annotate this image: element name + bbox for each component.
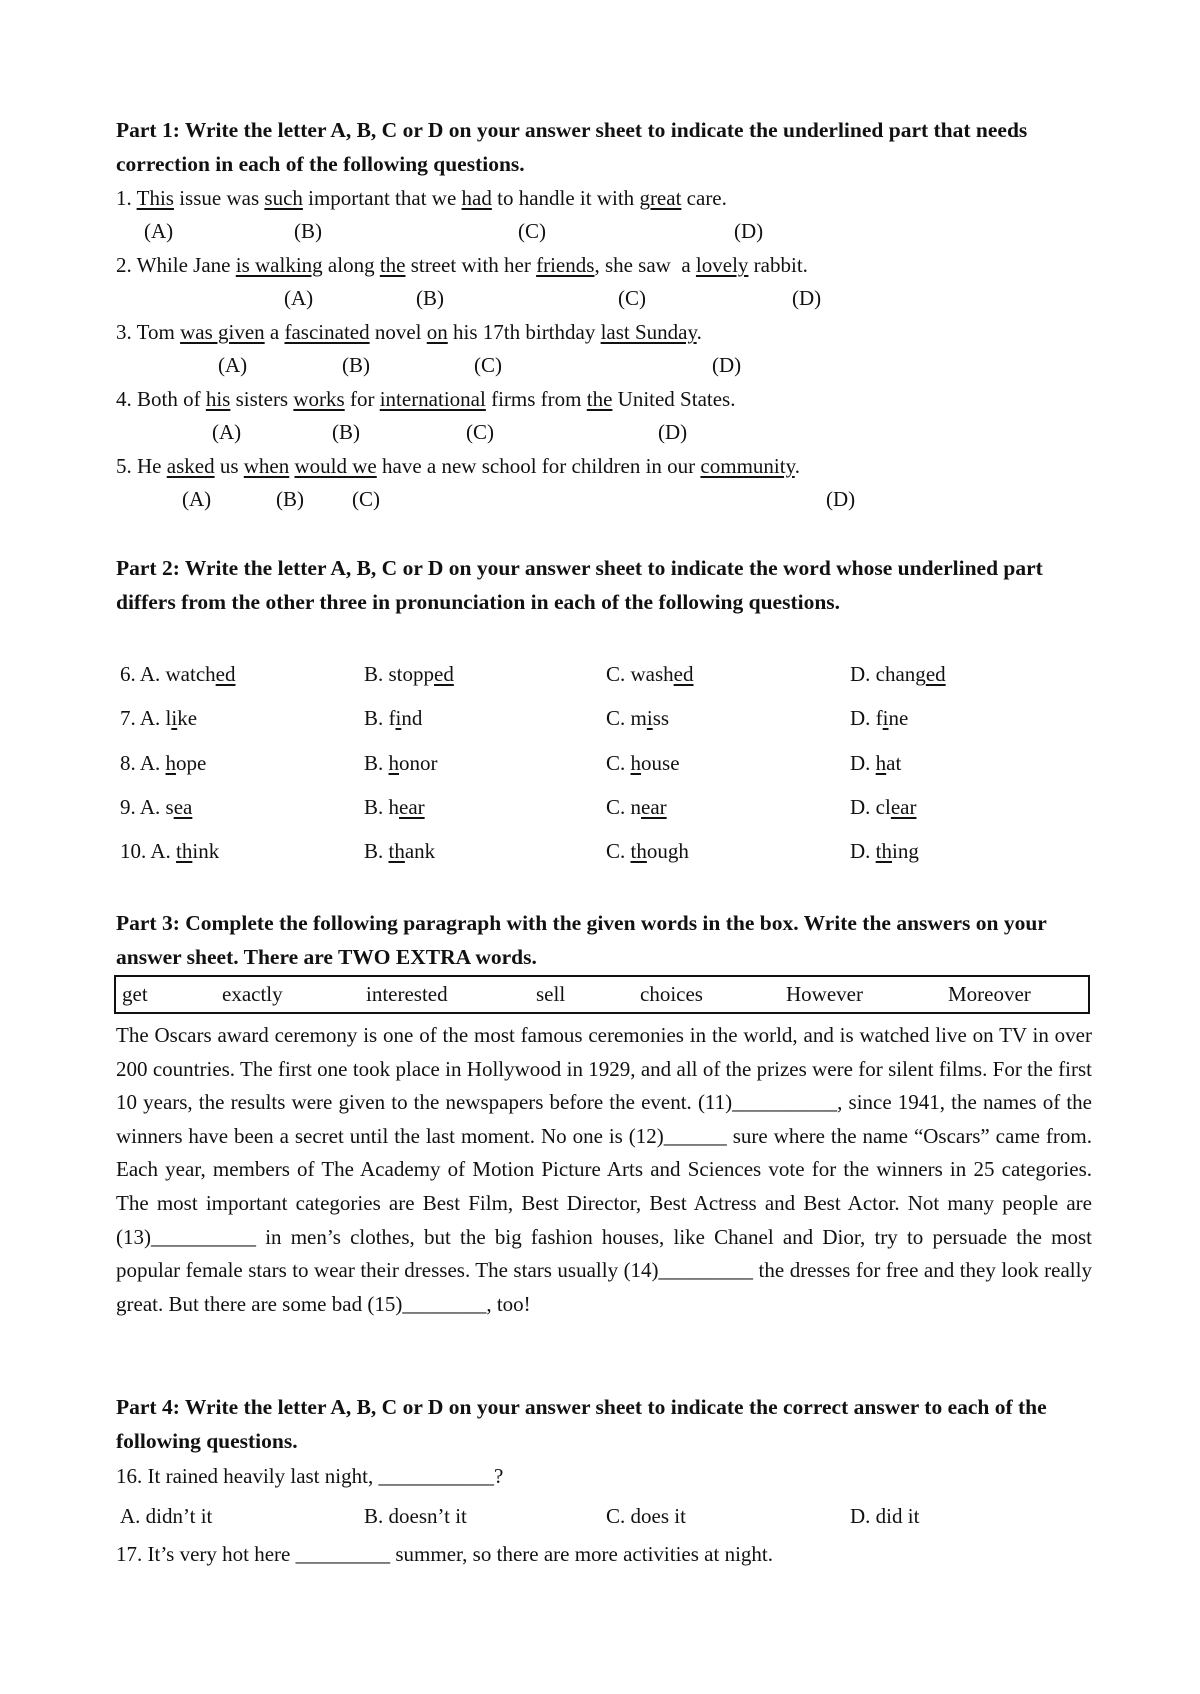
cloze-paragraph [116, 1019, 1092, 1321]
q5-label-a: (A) [182, 487, 212, 511]
q16-stem: 16. It rained heavily last night, ___________? [116, 1464, 504, 1488]
word-box-item: get [122, 982, 148, 1006]
q3-text: 3. Tom [116, 320, 181, 344]
q5-text: us [214, 454, 244, 478]
word-box [114, 975, 1090, 1014]
q3-label-b: (B) [342, 353, 370, 377]
q2-text: 2. While Jane [116, 253, 236, 277]
q1-text: 1. [116, 186, 137, 210]
q2-text: street with her [405, 253, 537, 277]
q4-sentence [116, 385, 735, 413]
q9-option-d: D. clear [850, 795, 917, 819]
paragraph-text: The Oscars award ceremony is one of the most famous ceremonies in the world, and is watched live on TV in over 200 countries. The first one took place in Hollywood in 1929, and all of the prizes were for silent films. For the first 10 years, the results were given to the newspapers before the event. [116, 1023, 1092, 1115]
q2-label-b: (B) [416, 286, 444, 310]
q2-underlined-b: the [379, 253, 406, 277]
q5-underlined-d: community [700, 454, 795, 478]
blank-13: (13)__________ [116, 1224, 256, 1249]
part4-heading: Part 4: Write the letter A, B, C or D on your answer sheet to indicate the correct answer to each of the following questions. [116, 1395, 1047, 1453]
q1-text: important that we [302, 186, 462, 210]
part3-heading: Part 3: Complete the following paragraph with the given words in the box. Write the answers on your answer sheet. There are TWO EXTRA words. [116, 911, 1047, 969]
word-box-item: choices [640, 982, 703, 1006]
q1-label-d: (D) [734, 219, 764, 243]
q7-option-a: 7. A. like [120, 706, 198, 730]
q6-option-d: D. changed [850, 662, 946, 686]
q4-underlined-d: the [586, 387, 613, 411]
blank-11: (11)__________ [697, 1090, 838, 1115]
q1-text: to handle it with [491, 186, 640, 210]
q4-label-c: (C) [466, 420, 494, 444]
q3-underlined-c: on [426, 320, 448, 344]
q3-label-c: (C) [474, 353, 502, 377]
q3-sentence [116, 318, 702, 346]
q4-underlined-a: his [205, 387, 231, 411]
q3-underlined-d: last Sunday [600, 320, 697, 344]
q1-underlined-d: great [639, 186, 682, 210]
q8-option-b: B. honor [364, 751, 438, 775]
blank-15: (15)________ [367, 1291, 487, 1316]
q7-option-d: D. fine [850, 706, 909, 730]
q10-option-c: C. though [606, 839, 689, 863]
word-box-item: However [786, 982, 863, 1006]
q1-label-a: (A) [144, 219, 174, 243]
q5-label-b: (B) [276, 487, 304, 511]
q2-text: , she saw a [594, 253, 696, 277]
q16-option-d: D. did it [850, 1504, 920, 1528]
q3-label-a: (A) [218, 353, 248, 377]
q4-text: for [344, 387, 380, 411]
q6-option-a: 6. A. watched [120, 662, 236, 686]
q4-label-a: (A) [212, 420, 242, 444]
q6-option-c: C. washed [606, 662, 694, 686]
q1-label-b: (B) [294, 219, 322, 243]
word-box-item: Moreover [948, 982, 1031, 1006]
part2-heading: Part 2: Write the letter A, B, C or D on your answer sheet to indicate the word whose underlined part differs from the other three in pronunciation in each of the following questions. [116, 556, 1043, 614]
paragraph-text: , since 1941, the names of the winners have been a secret until the last moment. No one is [116, 1090, 1092, 1148]
q3-text: novel [369, 320, 427, 344]
q16-option-c: C. does it [606, 1504, 686, 1528]
paragraph-text: , too! [486, 1291, 531, 1316]
q5-label-c: (C) [352, 487, 380, 511]
q4-text: United States. [612, 387, 736, 411]
q5-underlined-b: when [243, 454, 290, 478]
paragraph-text: sure where the name “Oscars” came from. Each year, members of The Academy of Motion Picture Arts and Sciences vote for the winners in 25 categories. The most important categories are Best Film, Best Director, Best Actress and Best Actor. Not many people are [116, 1123, 1092, 1215]
q5-underlined-a: asked [166, 454, 215, 478]
word-box-item: sell [536, 982, 566, 1006]
q2-label-a: (A) [284, 286, 314, 310]
q1-text: care. [681, 186, 727, 210]
q7-option-b: B. find [364, 706, 423, 730]
word-box-item: exactly [222, 982, 283, 1006]
blank-14: (14)_________ [623, 1258, 754, 1283]
q8-option-d: D. hat [850, 751, 902, 775]
q1-label-c: (C) [518, 219, 546, 243]
paragraph-text: the dresses for free and they look really great. But there are some bad [116, 1258, 1092, 1316]
q2-underlined-c: friends [536, 253, 595, 277]
q1-text: issue was [173, 186, 265, 210]
q7-option-c: C. miss [606, 706, 670, 730]
q10-option-a: 10. A. think [120, 839, 220, 863]
q5-text: 5. He [116, 454, 167, 478]
q6-option-b: B. stopped [364, 662, 454, 686]
q3-underlined-b: fascinated [284, 320, 370, 344]
q5-sentence [116, 452, 800, 480]
q3-underlined-a: was given [180, 320, 265, 344]
q5-underlined-c: would we [294, 454, 377, 478]
q2-label-c: (C) [618, 286, 646, 310]
q2-underlined-a: is walking [235, 253, 323, 277]
q8-option-c: C. house [606, 751, 680, 775]
q2-text: rabbit. [748, 253, 808, 277]
q1-underlined-c: had [461, 186, 492, 210]
q2-sentence [116, 251, 808, 279]
q9-option-c: C. near [606, 795, 667, 819]
q3-label-d: (D) [712, 353, 742, 377]
q2-label-d: (D) [792, 286, 822, 310]
q5-text: . [794, 454, 800, 478]
q3-text: . [696, 320, 702, 344]
q16-option-b: B. doesn’t it [364, 1504, 467, 1528]
q4-underlined-c: international [379, 387, 486, 411]
q4-label-d: (D) [658, 420, 688, 444]
q9-option-a: 9. A. sea [120, 795, 193, 819]
q16-option-a: A. didn’t it [120, 1504, 213, 1528]
q5-text: have a new school for children in our [376, 454, 701, 478]
q8-option-a: 8. A. hope [120, 751, 207, 775]
q3-text: a [264, 320, 285, 344]
q1-sentence [116, 184, 727, 212]
q4-text: 4. Both of [116, 387, 206, 411]
q5-label-d: (D) [826, 487, 856, 511]
q2-text: along [322, 253, 380, 277]
q9-option-b: B. hear [364, 795, 425, 819]
q4-text: firms from [485, 387, 587, 411]
q10-option-b: B. thank [364, 839, 436, 863]
q4-underlined-b: works [293, 387, 345, 411]
q3-text: his 17th birthday [447, 320, 601, 344]
q1-underlined-a: This [136, 186, 174, 210]
q1-underlined-b: such [264, 186, 303, 210]
q2-underlined-d: lovely [695, 253, 749, 277]
q4-text: sisters [230, 387, 294, 411]
blank-12: (12)______ [628, 1123, 727, 1148]
q10-option-d: D. thing [850, 839, 919, 863]
word-box-item: interested [366, 982, 448, 1006]
q4-label-b: (B) [332, 420, 360, 444]
part1-heading: Part 1: Write the letter A, B, C or D on your answer sheet to indicate the underlined part that needs correction in each of the following questions. [116, 118, 1028, 176]
paragraph-text: in men’s clothes, but the big fashion houses, like Chanel and Dior, try to persuade the most popular female stars to wear their dresses. The stars usually [116, 1224, 1092, 1283]
q17-stem: 17. It’s very hot here _________ summer, so there are more activities at night. [116, 1542, 773, 1566]
